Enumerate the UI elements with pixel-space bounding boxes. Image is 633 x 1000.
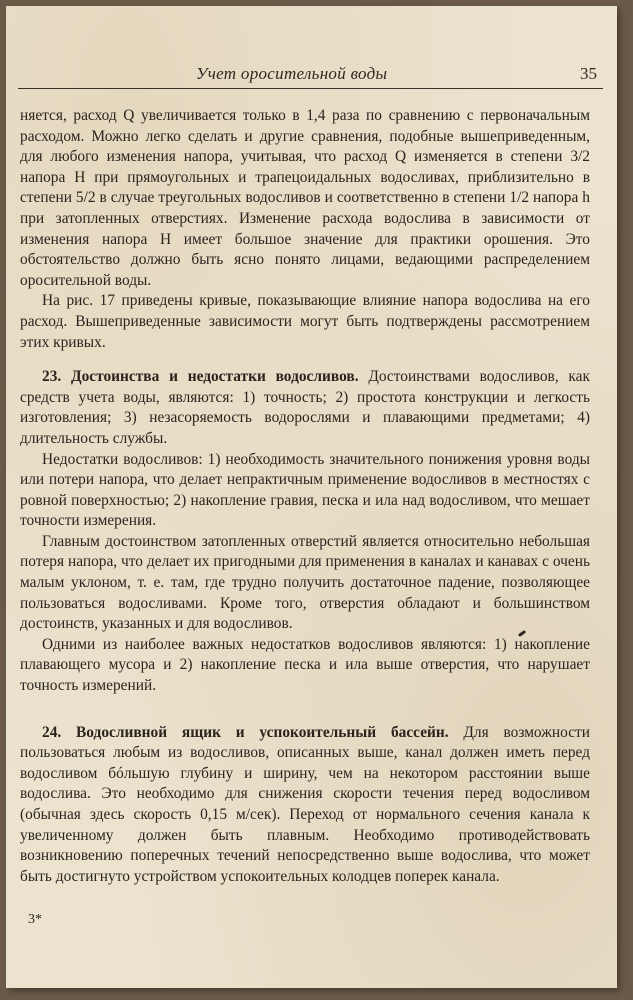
- section-24-heading: 24. Водосливной ящик и успокоительный бассейн.: [42, 723, 449, 741]
- section-24-text: Для возможности пользоваться любым из водосливов, описанных выше, канал должен иметь перед водосливом бóльшую глубину и ширину, чем на некотором расстоянии выше водослива. Это необходимо для снижения скорости течения перед водосливом (обычная здесь скорость 0,15 м/сек). Переход от нормального сечения канала к увеличенному должен быть плавным. Необходимо противодействовать возникновению поперечных течений непосредственно выше водослива, что может быть достигнуто устройством успокоительных колодцев поперек канала.: [20, 723, 590, 885]
- page-header: [18, 62, 603, 89]
- section-23-text: Достоинствами водосливов, как средств учета воды, являются: 1) точность; 2) простота конструкции и легкость изготовления; 3) незасоряемость водорослями и плавающими предметами; 4) длительность службы.: [20, 368, 590, 447]
- running-title: Учет оросительной воды: [196, 64, 388, 83]
- book-page: [6, 6, 617, 988]
- paragraph-disadvantages: Недостатки водосливов: 1) необходимость значительного понижения уровня воды или потери напора, что делает непрактичным применение водосливов в местностях с ровной поверхностью; 2) накопление гравия, песка и ила над водосливом, что мешает точности измерения.: [20, 450, 590, 530]
- section-24: [20, 723, 590, 888]
- section-23-heading: 23. Достоинства и недостатки водосливов.: [42, 368, 359, 386]
- signature-mark: 3*: [28, 912, 42, 927]
- body-text: [20, 106, 590, 887]
- paragraph-figure-reference: На рис. 17 приведены кривые, показывающие влияние напора водослива на его расход. Вышеприведенные зависимости могут быть подтверждены рассмотрением этих кривых.: [20, 292, 590, 351]
- paragraph-submerged-orifices: Главным достоинством затопленных отверстий является относительно небольшая потеря напора, что делает их пригодными для применения в каналах и канавах с очень малым уклоном, т. е. там, где трудно получить достаточное падение, позволяющее пользоваться водосливами. Кроме того, отверстия обладают и большинством достоинств, указанных и для водосливов.: [20, 532, 590, 633]
- paragraph-continuation: няется, расход Q увеличивается только в 1,4 раза по сравнению с первоначальным расходом. Можно легко сделать и другие сравнения, подобные вышеприведенным, для любого изменения напора, учитывая, что расход Q изменяется в степени 3/2 напора H при прямоугольных и трапецоидальных водосливах, приблизительно в степени 5/2 в случае треугольных водосливов и соответственно в степени 1/2 напора h при затопленных отверстиях. Изменение расхода водослива в зависимости от изменения напора H имеет большое значение для практики орошения. Это обстоятельство должно быть ясно понято лицами, ведающими распределением оросительной воды.: [20, 107, 590, 289]
- page-number: 35: [580, 64, 597, 83]
- paragraph-orifice-disadvantages: Одними из наиболее важных недостатков водосливов являются: 1) накопление плавающего мусора и 2) накопление песка и ила выше отверстия, что нарушает точность измерений.: [20, 635, 590, 695]
- section-23: [20, 367, 590, 449]
